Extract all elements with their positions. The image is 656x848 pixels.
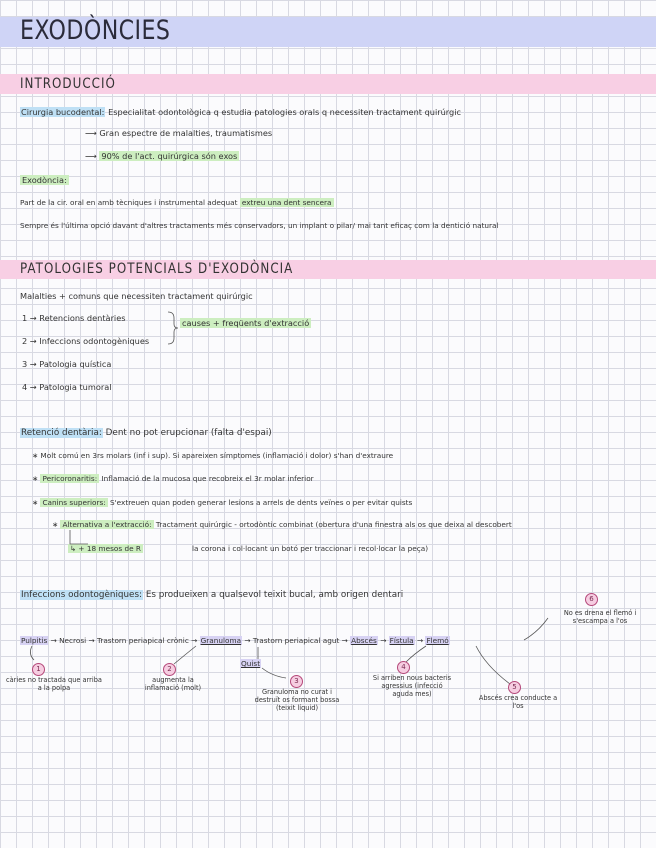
n4-connector xyxy=(406,646,426,662)
retencio-bullet-2: ∗ Pericoronaritis: Inflamació de la mucosa que recobreix el 3r molar inferior xyxy=(32,474,314,483)
retencio-bullet-1: ∗ Molt comú en 3rs molars (inf i sup). Si apareixen símptomes (inflamació i dolor) s'han d'extraure xyxy=(32,451,394,460)
intro-arrow-1: ⟶ Gran espectre de malalties, traumatismes xyxy=(85,128,273,138)
flow-chain: Pulpitis → Necrosi → Trastorn periapical crònic → Granuloma → Trastorn periapical agut → Abscés → Fístula → Flemó xyxy=(21,636,449,645)
patologia-item-4: 4 → Patologia tumoral xyxy=(22,382,112,392)
note-number-4: 4 xyxy=(397,661,410,674)
retencio-bullet-4: ∗ Alternativa a l'extracció: Tractament quirúrgic - ortodòntic combinat (obertura d'una finestra als os que deixa al descobert xyxy=(52,520,512,529)
page-title: EXODÒNCIES xyxy=(20,15,171,46)
note-number-5: 5 xyxy=(508,681,521,694)
n2-connector xyxy=(174,646,196,664)
alternativa-text: Tractament quirúrgic - ortodòntic combinat (obertura d'una finestra als os que deixa al descobert xyxy=(155,520,512,529)
chain-flemo: Flemó xyxy=(426,636,449,645)
quist-label: Quist xyxy=(241,659,261,668)
patologia-item-2: 2 → Infeccions odontogèniques xyxy=(22,336,150,346)
chain-cronic: Trastorn periapical crònic xyxy=(96,636,189,645)
note-number-3: 3 xyxy=(290,675,303,688)
alternativa-hook xyxy=(70,530,88,544)
exodoncia-definition-text: Part de la cir. oral en amb tècniques i instrumental adequat xyxy=(20,198,238,207)
chain-agut: Trastorn periapical agut xyxy=(252,636,340,645)
note-6: No es drena el flemó i s'escampa a l'os xyxy=(563,609,637,625)
n3-connector xyxy=(262,668,286,678)
chain-pulpitis: Pulpitis xyxy=(21,636,48,645)
chain-necrosi: Necrosi xyxy=(59,636,87,645)
patologia-item-3: 3 → Patologia quística xyxy=(22,359,112,369)
chain-granuloma: Granuloma xyxy=(200,636,242,645)
chain-absces: Abscés xyxy=(351,636,377,645)
note-3: Granuloma no curat i destruït os formant bossa (teixit líquid) xyxy=(254,688,340,712)
alternativa-duration: ↳ + 18 mesos de R xyxy=(70,544,141,553)
n5-connector xyxy=(476,646,510,684)
brace-label-text: causes + freqüents d'extracció xyxy=(182,318,310,328)
exodoncia-label-text: Exodòncia: xyxy=(22,175,67,185)
note-5: Abscés crea conducte a l'os xyxy=(478,694,558,710)
infeccions-text: Es produeixen a qualsevol teixit bucal, amb origen dentari xyxy=(145,590,404,600)
pericoronaritis-label: Pericoronaritis: xyxy=(42,474,98,483)
note-1: càries no tractada que arriba a la polpa xyxy=(6,676,102,692)
cirurgia-label: Cirurgia bucodental: xyxy=(21,107,105,117)
chain-fistula: Fístula xyxy=(389,636,414,645)
patologies-intro: Malalties + comuns que necessiten tractament quirúrgic xyxy=(20,291,253,301)
note-number-6: 6 xyxy=(585,593,598,606)
note-2: augmenta la inflamació (molt) xyxy=(144,676,202,692)
note-number-1: 1 xyxy=(32,663,45,676)
infeccions-label: Infeccions odontogèniques: xyxy=(21,590,143,600)
note-number-2: 2 xyxy=(163,663,176,676)
alternativa-sub-right: la corona i col·locant un botó per traccionar i recol·locar la peça) xyxy=(192,544,429,553)
patologies-heading: PATOLOGIES POTENCIALS D'EXODÒNCIA xyxy=(20,261,294,277)
pericoronaritis-text: Inflamació de la mucosa que recobreix el 3r molar inferior xyxy=(101,474,314,483)
canins-label: Canins superiors: xyxy=(42,498,106,507)
patologies-brace xyxy=(168,312,178,344)
retencio-label: Retenció dentària: xyxy=(21,428,102,438)
last-option-note: Sempre és l'última opció davant d'altres tractaments més conservadors, un implant o pilar/ mai tant eficaç com la dentició natural xyxy=(20,221,499,230)
intro-arrow-2-text: 90% de l'act. quirúrgica són exos xyxy=(101,151,238,161)
alternativa-label: Alternativa a l'extracció: xyxy=(62,520,152,529)
canins-text: S'extreuen quan poden generar lesions a arrels de dents veïnes o per evitar quists xyxy=(110,498,413,507)
patologia-item-1: 1 → Retencions dentàries xyxy=(22,313,126,323)
n6-connector xyxy=(524,618,548,640)
cirurgia-text: Especialitat odontològica q estudia patologies orals q necessiten tractament quirúrgic xyxy=(108,107,462,117)
arrow-glyph: ⟶ xyxy=(85,151,97,161)
n1-connector xyxy=(30,646,34,660)
retencio-bullet-3: ∗ Canins superiors: S'extreuen quan poden generar lesions a arrels de dents veïnes o per evitar quists xyxy=(32,498,413,507)
intro-heading: INTRODUCCIÓ xyxy=(20,76,116,92)
note-4: Si arriben nous bacteris agressius (infecció aguda mes) xyxy=(372,674,452,698)
retencio-text: Dent no pot erupcionar (falta d'espai) xyxy=(105,428,272,438)
exodoncia-definition-highlight: extreu una dent sencera xyxy=(241,198,332,207)
